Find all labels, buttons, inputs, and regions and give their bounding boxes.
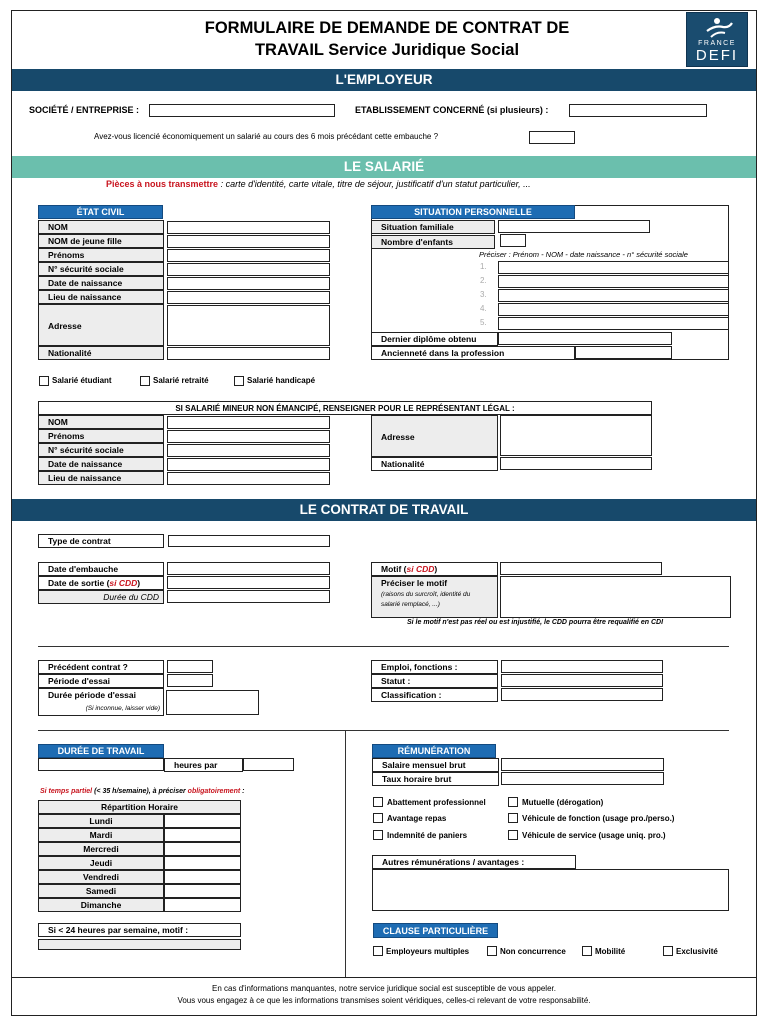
salarie-handicape-label: Salarié handicapé	[247, 376, 316, 385]
duree-periode-essai-cell	[38, 688, 164, 716]
etat-civil-pr-noms-input[interactable]	[167, 249, 330, 262]
day-vendredi-label: Vendredi	[38, 870, 164, 884]
etat-civil-date-de-naissance-label: Date de naissance	[38, 276, 164, 290]
licencie-input[interactable]	[529, 131, 575, 144]
duree-periode-essai-input[interactable]	[166, 690, 259, 715]
divider-2	[38, 730, 729, 731]
societe-label: SOCIÉTÉ / ENTREPRISE :	[29, 105, 140, 115]
emploi-fonctions-input[interactable]	[501, 660, 663, 673]
dernier-diplome-input[interactable]	[498, 332, 672, 345]
mineur-date-de-naissance-input[interactable]	[167, 458, 330, 471]
taux-horaire-input[interactable]	[501, 772, 664, 785]
mineur-adresse-label: Adresse	[371, 415, 498, 457]
anciennete-label: Ancienneté dans la profession	[371, 346, 575, 360]
temps-partiel-obligatoirement: obligatoirement	[187, 788, 241, 795]
day-mercredi-label: Mercredi	[38, 842, 164, 856]
mobilite-label: Mobilité	[595, 947, 626, 956]
mineur-n-s-curit-sociale-input[interactable]	[167, 444, 330, 457]
title-line-2: TRAVAIL Service Juridique Social	[254, 41, 520, 59]
vehicule-fonction-label: Véhicule de fonction (usage pro./perso.)	[522, 814, 675, 823]
precedent-contrat-input[interactable]	[167, 660, 213, 673]
vehicule-service-label: Véhicule de service (usage uniq. pro.)	[522, 831, 666, 840]
date-sortie-paren: )	[137, 578, 141, 588]
non-concurrence-checkbox[interactable]	[487, 946, 497, 956]
autres-remunerations-input[interactable]	[372, 869, 729, 911]
indemnite-paniers-checkbox[interactable]	[373, 830, 383, 840]
indemnite-paniers-label: Indemnité de paniers	[387, 831, 468, 840]
moins-24-input[interactable]	[38, 939, 241, 950]
dernier-diplome-label: Dernier diplôme obtenu	[371, 332, 498, 346]
date-embauche-input[interactable]	[167, 562, 330, 575]
enfant-input-2[interactable]	[498, 275, 729, 288]
mineur-lieu-de-naissance-label: Lieu de naissance	[38, 471, 164, 485]
mineur-lieu-de-naissance-input[interactable]	[167, 472, 330, 485]
situation-header: SITUATION PERSONNELLE	[371, 205, 575, 219]
employeurs-multiples-checkbox[interactable]	[373, 946, 383, 956]
duree-periode-essai-label: Durée période d'essai	[48, 690, 137, 700]
etat-civil-nationalit-label: Nationalité	[38, 346, 164, 360]
clause-header: CLAUSE PARTICULIÈRE	[373, 923, 498, 938]
mineur-nom-input[interactable]	[167, 416, 330, 429]
mutuelle-label: Mutuelle (dérogation)	[522, 798, 604, 807]
duree-cdd-label: Durée du CDD	[38, 590, 164, 604]
day-mercredi-input[interactable]	[164, 842, 241, 856]
form-title	[162, 17, 612, 61]
mineur-pr-noms-label: Prénoms	[38, 429, 164, 443]
employeurs-multiples-label: Employeurs multiples	[386, 947, 470, 956]
motif-si-cdd: si CDD	[406, 564, 435, 574]
type-contrat-label: Type de contrat	[38, 534, 164, 548]
etat-civil-nom-de-jeune-fille-label: NOM de jeune fille	[38, 234, 164, 248]
day-samedi-input[interactable]	[164, 884, 241, 898]
abattement-checkbox[interactable]	[373, 797, 383, 807]
salarie-etudiant-checkbox[interactable]	[39, 376, 49, 386]
etat-civil-n-s-curit-sociale-label: N° sécurité sociale	[38, 262, 164, 276]
enfant-number-4: 4.	[480, 304, 487, 313]
salarie-handicape-checkbox[interactable]	[234, 376, 244, 386]
salarie-retraite-label: Salarié retraité	[153, 376, 209, 385]
column-divider	[345, 730, 346, 977]
etat-civil-header: ÉTAT CIVIL	[38, 205, 163, 219]
enfant-input-5[interactable]	[498, 317, 729, 330]
preciser-motif-label: Préciser le motif	[381, 578, 448, 588]
pieces-label: Pièces à nous transmettre	[106, 179, 219, 189]
mineur-nationalite-label: Nationalité	[371, 457, 498, 471]
periode-essai-label: Période d'essai	[38, 674, 164, 688]
preciser-enfants-hint: Préciser : Prénom - NOM - date naissance - n° sécurité sociale	[479, 250, 688, 259]
section-employeur-header: L'EMPLOYEUR	[12, 69, 756, 91]
moins-24-label: Si < 24 heures par semaine, motif :	[38, 923, 241, 937]
contract-request-form	[11, 10, 757, 1016]
date-sortie-input[interactable]	[167, 576, 330, 589]
mineur-pr-noms-input[interactable]	[167, 430, 330, 443]
day-vendredi-input[interactable]	[164, 870, 241, 884]
classification-input[interactable]	[501, 688, 663, 701]
salaire-mensuel-label: Salaire mensuel brut	[372, 758, 499, 772]
avantage-repas-label: Avantage repas	[387, 814, 447, 823]
enfant-number-1: 1.	[480, 262, 487, 271]
preciser-motif-cell	[371, 576, 498, 618]
section-contrat-header: LE CONTRAT DE TRAVAIL	[12, 499, 756, 521]
nombre-enfants-label: Nombre d'enfants	[371, 235, 495, 249]
abattement-label: Abattement professionnel	[387, 798, 486, 807]
day-dimanche-input[interactable]	[164, 898, 241, 912]
etat-civil-nom-input[interactable]	[167, 221, 330, 234]
footer-line-1: En cas d'informations manquantes, notre service juridique social est susceptible de vous appeler.	[212, 984, 556, 993]
heures-periode-input[interactable]	[243, 758, 294, 771]
temps-partiel-1: Si temps partiel	[40, 788, 93, 795]
mineur-adresse-input[interactable]	[500, 415, 652, 456]
divider-1	[38, 646, 729, 647]
mineur-n-s-curit-sociale-label: N° sécurité sociale	[38, 443, 164, 457]
day-samedi-label: Samedi	[38, 884, 164, 898]
enfant-number-5: 5.	[480, 318, 487, 327]
motif-text: Motif (	[381, 564, 407, 574]
non-concurrence-label: Non concurrence	[500, 947, 566, 956]
mineur-nom-label: NOM	[38, 415, 164, 429]
pieces-text: : carte d'identité, carte vitale, titre de séjour, justificatif d'un statut particulier, ...	[218, 179, 531, 189]
title-line-1: FORMULAIRE DE DEMANDE DE CONTRAT DE	[204, 19, 570, 37]
enfant-number-3: 3.	[480, 290, 487, 299]
etat-civil-adresse-input[interactable]	[167, 305, 330, 346]
precedent-contrat-label: Précédent contrat ?	[38, 660, 164, 674]
etat-civil-nom-label: NOM	[38, 220, 164, 234]
motif-paren: )	[434, 564, 438, 574]
pieces-line	[106, 179, 531, 189]
footer-line-2: Vous vous engagez à ce que les informations transmises soient véridiques, celles-ci relevant de votre responsabilité.	[177, 996, 591, 1005]
footer-divider	[12, 977, 756, 978]
temps-partiel-2: (< 35 h/semaine), à préciser	[92, 788, 188, 795]
societe-input[interactable]	[149, 104, 335, 117]
day-lundi-input[interactable]	[164, 814, 241, 828]
day-mardi-input[interactable]	[164, 828, 241, 842]
mutuelle-checkbox[interactable]	[508, 797, 518, 807]
etablissement-label: ETABLISSEMENT CONCERNÉ (si plusieurs) :	[355, 105, 549, 115]
enfant-input-3[interactable]	[498, 289, 729, 302]
classification-label: Classification :	[371, 688, 498, 702]
etat-civil-nationalit-input[interactable]	[167, 347, 330, 360]
etat-civil-date-de-naissance-input[interactable]	[167, 277, 330, 290]
motif-hint-1: (raisons du surcroît, identité du	[381, 591, 471, 598]
licencie-question: Avez-vous licencié économiquement un salarié au cours des 6 mois précédant cette embauche ?	[94, 132, 439, 141]
taux-horaire-label: Taux horaire brut	[372, 772, 499, 786]
mineur-date-de-naissance-label: Date de naissance	[38, 457, 164, 471]
temps-partiel-note	[40, 788, 244, 795]
situation-familiale-label: Situation familiale	[371, 220, 495, 234]
enfant-input-1[interactable]	[498, 261, 729, 274]
france-defi-logo	[686, 12, 748, 67]
motif-hint-2: salarié remplacé, ...)	[381, 601, 440, 608]
preciser-motif-input[interactable]	[500, 576, 731, 618]
avantage-repas-checkbox[interactable]	[373, 813, 383, 823]
salarie-retraite-checkbox[interactable]	[140, 376, 150, 386]
etat-civil-n-s-curit-sociale-input[interactable]	[167, 263, 330, 276]
heures-nombre-input[interactable]	[38, 758, 164, 771]
date-embauche-label: Date d'embauche	[38, 562, 164, 576]
mobilite-checkbox[interactable]	[582, 946, 592, 956]
si-inconnue-hint: (Si inconnue, laisser vide)	[85, 705, 160, 712]
salarie-etudiant-label: Salarié étudiant	[52, 376, 112, 385]
date-sortie-text: Date de sortie (	[48, 578, 110, 588]
logo-text-france: FRANCE	[698, 40, 736, 47]
autres-remunerations-label: Autres rémunérations / avantages :	[372, 855, 576, 869]
situation-familiale-input[interactable]	[498, 220, 650, 233]
section-salarie-header: LE SALARIÉ	[12, 156, 756, 178]
repartition-header: Répartition Horaire	[38, 800, 241, 814]
exclusivite-label: Exclusivité	[676, 947, 718, 956]
statut-label: Statut :	[371, 674, 498, 688]
mineur-nationalite-input[interactable]	[500, 457, 652, 470]
etat-civil-lieu-de-naissance-label: Lieu de naissance	[38, 290, 164, 304]
exclusivite-checkbox[interactable]	[663, 946, 673, 956]
day-dimanche-label: Dimanche	[38, 898, 164, 912]
vehicule-fonction-checkbox[interactable]	[508, 813, 518, 823]
date-sortie-si-cdd: si CDD	[109, 578, 138, 588]
runner-logo-icon	[705, 17, 733, 39]
day-jeudi-label: Jeudi	[38, 856, 164, 870]
motif-label	[371, 562, 498, 576]
nombre-enfants-input[interactable]	[500, 234, 526, 247]
remuneration-header: RÉMUNÉRATION	[372, 744, 496, 758]
heures-par-label: heures par	[164, 758, 243, 772]
mineur-header: SI SALARIÉ MINEUR NON ÉMANCIPÉ, RENSEIGNER POUR LE REPRÉSENTANT LÉGAL :	[38, 401, 652, 415]
etat-civil-adresse-label: Adresse	[38, 304, 164, 346]
etat-civil-pr-noms-label: Prénoms	[38, 248, 164, 262]
statut-input[interactable]	[501, 674, 663, 687]
type-contrat-input[interactable]	[168, 535, 330, 547]
anciennete-input[interactable]	[575, 346, 672, 359]
motif-input[interactable]	[500, 562, 662, 575]
day-mardi-label: Mardi	[38, 828, 164, 842]
etat-civil-nom-de-jeune-fille-input[interactable]	[167, 235, 330, 248]
day-lundi-label: Lundi	[38, 814, 164, 828]
vehicule-service-checkbox[interactable]	[508, 830, 518, 840]
enfant-number-2: 2.	[480, 276, 487, 285]
salaire-mensuel-input[interactable]	[501, 758, 664, 771]
date-sortie-label	[38, 576, 164, 590]
etat-civil-lieu-de-naissance-input[interactable]	[167, 291, 330, 304]
etablissement-input[interactable]	[569, 104, 707, 117]
day-jeudi-input[interactable]	[164, 856, 241, 870]
duree-cdd-input[interactable]	[167, 590, 330, 603]
logo-text-defi: DEFI	[695, 47, 739, 64]
temps-partiel-3: :	[240, 788, 245, 795]
emploi-fonctions-label: Emploi, fonctions :	[371, 660, 498, 674]
periode-essai-input[interactable]	[167, 674, 213, 687]
duree-travail-header: DURÉE DE TRAVAIL	[38, 744, 164, 758]
enfant-input-4[interactable]	[498, 303, 729, 316]
motif-warning: Si le motif n'est pas réel ou est injustifié, le CDD pourra être requalifié en CDI	[407, 619, 664, 626]
footer	[12, 983, 756, 1007]
